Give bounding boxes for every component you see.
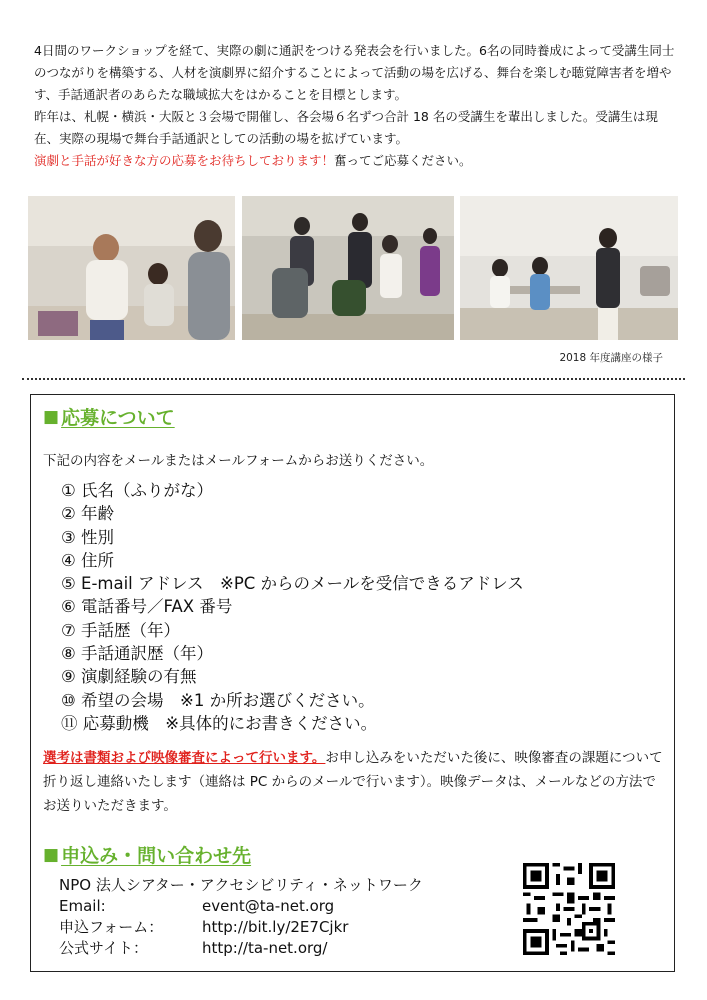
- qr-code-icon: [523, 863, 615, 955]
- photo-workshop-1: [28, 196, 235, 340]
- form-link[interactable]: http://bit.ly/2E7Cjkr: [202, 918, 349, 936]
- intro-call: [34, 150, 682, 172]
- photo-workshop-3: [460, 196, 678, 340]
- list-item: ⑦ 手話歴（年）: [61, 620, 181, 640]
- dotted-divider: [22, 378, 685, 380]
- intro-paragraph-1: 4日間のワークショップを経て、実際の劇に通訳をつける発表会を行いました。6名の同時養成によって受講生同士のつながりを構築する、人材を演劇界に紹介することによって活動の場を広げる、舞台を楽しむ聴覚障害者を増やす、手話通訳者のあらたな職域拡大をはかることを目標とします。: [34, 43, 675, 102]
- required-items-list: [61, 479, 524, 735]
- list-item: ② 年齢: [61, 504, 115, 524]
- list-item: ⑪ 応募動機 ※具体的にお書きください。: [61, 713, 378, 733]
- list-item: ① 氏名（ふりがな）: [61, 481, 214, 500]
- list-item: ③ 性別: [61, 527, 115, 547]
- selection-note: [43, 746, 663, 818]
- email-label: Email:: [59, 897, 106, 915]
- call-red-text: 演劇と手話が好きな方の応募をお待ちしております！: [34, 153, 335, 168]
- list-item: ④ 住所: [61, 550, 115, 570]
- square-bullet-icon: ■: [43, 844, 60, 865]
- selection-text: お申し込みをいただいた後に、映像審査の課題について折り返し連絡いたします（連絡は PC からのメールで行います）。映像データは、メールなどの方法でお送りいただきます。: [43, 750, 663, 814]
- site-label: 公式サイト：: [59, 939, 148, 957]
- application-heading: [43, 403, 175, 430]
- selection-highlight: 選考は書類および映像審査によって行います。: [43, 750, 326, 766]
- site-link[interactable]: http://ta-net.org/: [202, 939, 328, 957]
- list-item: ⑤ E-mail アドレス ※PC からのメールを受信できるアドレス: [61, 574, 524, 594]
- photo-caption: 2018 年度講座の様子: [559, 352, 663, 364]
- list-item: ⑩ 希望の会場 ※1 か所お選びください。: [61, 690, 375, 710]
- application-title: 応募について: [61, 407, 175, 429]
- qr-code: [523, 863, 615, 955]
- list-item: ⑥ 電話番号／FAX 番号: [61, 597, 233, 617]
- contact-heading: [43, 841, 251, 868]
- list-item: ⑧ 手話通訳歴（年）: [61, 644, 214, 664]
- photo-workshop-2: [242, 196, 454, 340]
- list-item: ⑨ 演劇経験の有無: [61, 667, 197, 687]
- intro-text: [34, 40, 682, 172]
- photo-strip: [28, 196, 678, 340]
- org-name: NPO 法人シアター・アクセシビリティ・ネットワーク: [59, 876, 423, 894]
- form-label: 申込フォーム：: [59, 918, 164, 936]
- email-link[interactable]: event@ta-net.org: [202, 897, 335, 915]
- intro-paragraph-2: 昨年は、札幌・横浜・大阪と３会場で開催し、各会場６名ずつ合計 18 名の受講生を輩出しました。受講生は現在、実際の現場で舞台手話通訳としての活動の場を拡げています。: [34, 109, 658, 146]
- application-lead: 下記の内容をメールまたはメールフォームからお送りください。: [43, 453, 434, 469]
- contact-title: 申込み・問い合わせ先: [61, 845, 252, 867]
- call-black-text: 奮ってご応募ください。: [334, 153, 472, 168]
- square-bullet-icon: ■: [43, 406, 60, 427]
- application-box: [30, 394, 675, 972]
